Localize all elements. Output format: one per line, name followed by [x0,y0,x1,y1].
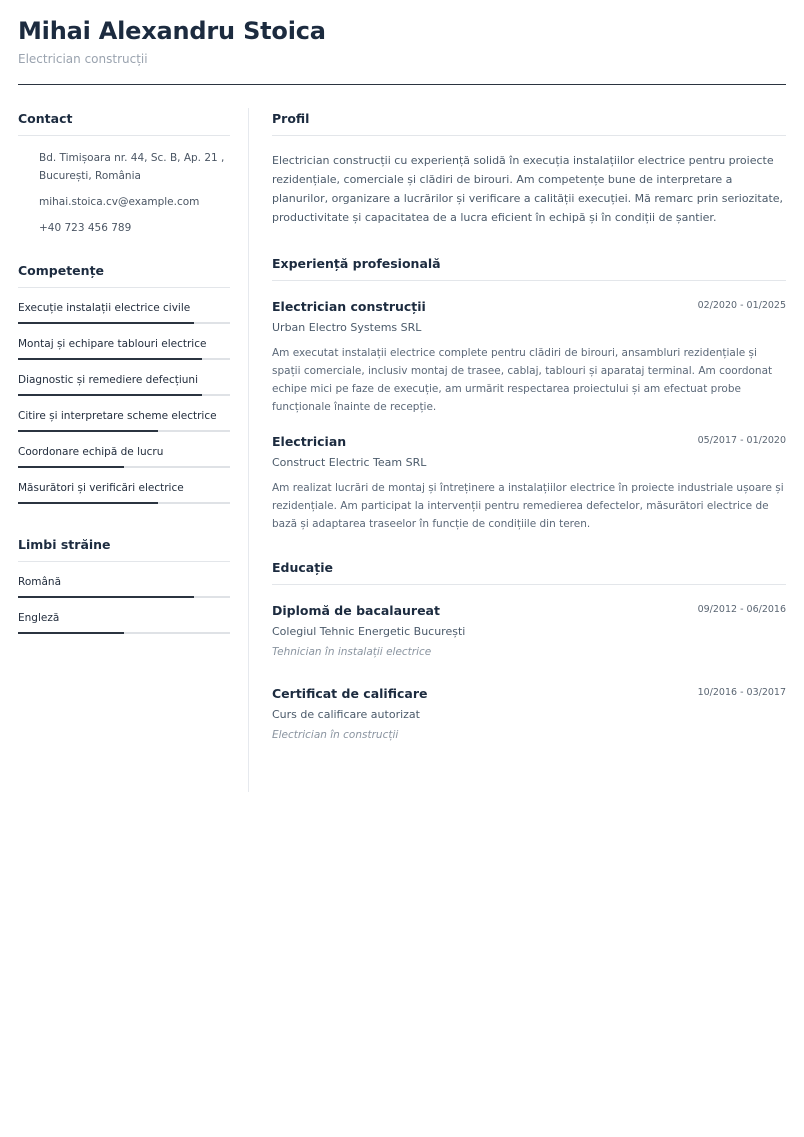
skill-level-fill [18,466,124,468]
profile-summary: Electrician construcții cu experiență solidă în execuția instalațiilor electrice pentru proiecte rezidențiale, comerciale și clădiri de birouri. Am competențe bune de interpretare a planurilor, organizare a lucrărilor și verificare a calității execuției. Mă remarc prin seriozitate, productivitate și capacitatea de a lucra eficient în echipă și în condiții de șantier. [272,154,784,224]
skill-item [18,360,230,396]
education-section [272,559,786,743]
skill-level-bar [18,430,230,432]
skills-section [18,262,230,504]
skill-level-bar [18,358,230,360]
languages-section [18,536,230,634]
education-heading: Educație [272,560,333,575]
skill-label: Diagnostic și remediere defecțiuni [18,374,198,386]
contact-phone: +40 723 456 789 [39,222,132,234]
entry-description: Am realizat lucrări de montaj și întreținere a instalațiilor electrice în proiecte industriale ușoare și rezidențiale. Am participat la intervenții pentru remedierea defectelor, măsurători electrice de bază și adaptarea traseelor în funcție de condițiile din teren. [272,482,784,530]
entry-title: Certificat de calificare [272,686,428,701]
skill-level-fill [18,394,202,396]
languages-heading: Limbi străine [18,537,111,552]
education-entry [272,684,786,743]
entry-title: Electrician [272,434,347,449]
skill-item [18,468,230,504]
profile-section [272,110,786,227]
contact-email: mihai.stoica.cv@example.com [39,196,200,208]
section-divider [272,280,786,281]
skill-level-fill [18,322,194,324]
resume-page [18,12,786,741]
entry-company: Construct Electric Team SRL [272,456,427,469]
experience-entry [272,432,786,533]
language-item [18,562,230,598]
skill-level-fill [18,430,158,432]
right-column [272,110,786,743]
language-level-fill [18,596,194,598]
languages-list [18,562,230,634]
language-level-bar [18,632,230,634]
section-divider [272,135,786,136]
section-divider [272,584,786,585]
education-entry [272,601,786,660]
address-line-2: București, România [39,170,141,182]
skill-item [18,396,230,432]
skills-list [18,288,230,504]
left-column [18,110,230,634]
skill-item [18,324,230,360]
entry-header [272,297,786,317]
experience-section [272,255,786,533]
skill-label: Montaj și echipare tablouri electrice [18,338,207,350]
skill-level-fill [18,502,158,504]
entry-qualification: Electrician în construcții [272,729,399,741]
entry-company: Urban Electro Systems SRL [272,321,422,334]
entry-title: Electrician construcții [272,299,426,314]
entry-description: Am executat instalații electrice complete pentru clădiri de birouri, ansambluri rezidențiale și spații comerciale, inclusiv montaj de trasee, cablaj, tablouri și aparataj terminal. Am coordonat echipe mici pe faze de execuție, am urmărit respectarea proiectului și am efectuat probe funcționale înainte de recepție. [272,347,773,413]
experience-entry [272,297,786,416]
language-level-bar [18,596,230,598]
entry-date: 02/2020 - 01/2025 [697,300,786,311]
entry-date: 09/2012 - 06/2016 [697,604,786,615]
experience-heading: Experiență profesională [272,256,441,271]
skill-label: Citire și interpretare scheme electrice [18,410,217,422]
section-divider [18,135,230,136]
skill-item [18,432,230,468]
contact-heading: Contact [18,111,73,126]
skill-level-bar [18,322,230,324]
header-divider [18,84,786,85]
contact-address [39,149,230,185]
address-line-1: Bd. Timișoara nr. 44, Sc. B, Ap. 21 , [39,152,225,164]
skill-label: Coordonare echipă de lucru [18,446,164,458]
person-name: Mihai Alexandru Stoica [18,17,326,45]
skill-level-fill [18,358,202,360]
entry-header [272,601,786,621]
entry-title: Diplomă de bacalaureat [272,603,440,618]
skill-label: Măsurători și verificări electrice [18,482,184,494]
skill-level-bar [18,394,230,396]
skill-level-bar [18,466,230,468]
profile-heading: Profil [272,111,310,126]
entry-date: 05/2017 - 01/2020 [697,435,786,446]
entry-header [272,684,786,704]
job-title: Electrician construcții [18,52,148,66]
skills-heading: Competențe [18,263,105,278]
entry-qualification: Tehnician în instalații electrice [272,646,432,658]
contact-section [18,110,230,237]
column-divider [248,108,249,792]
entry-date: 10/2016 - 03/2017 [697,687,786,698]
entry-header [272,432,786,452]
entry-institution: Curs de calificare autorizat [272,708,420,721]
entry-institution: Colegiul Tehnic Energetic București [272,625,466,638]
language-label: Română [18,576,61,588]
language-level-fill [18,632,124,634]
language-item [18,598,230,634]
language-label: Engleză [18,612,60,624]
contact-list [18,149,230,237]
skill-level-bar [18,502,230,504]
skill-item [18,288,230,324]
skill-label: Execuție instalații electrice civile [18,302,191,314]
